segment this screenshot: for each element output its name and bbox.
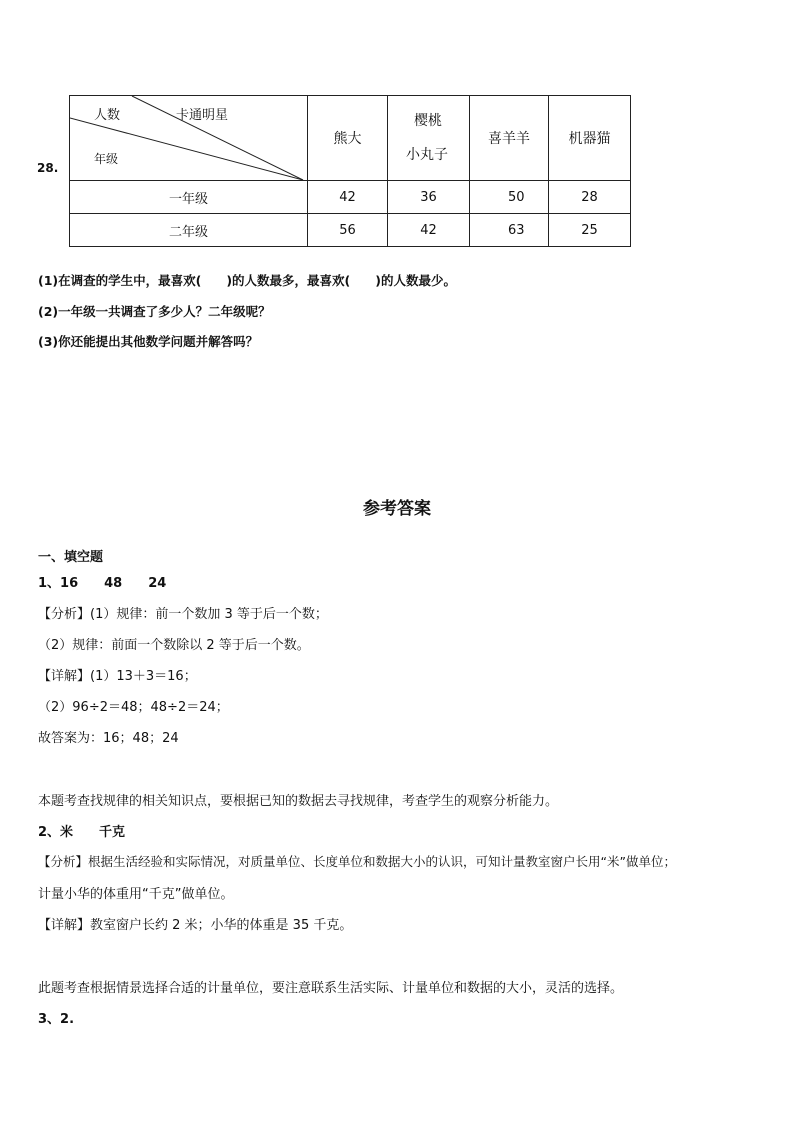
table-cell: 50 <box>470 181 549 214</box>
answer-line: 3、2. <box>38 1012 75 1027</box>
table-cell: 36 <box>388 181 470 214</box>
column-header-label: 机器猫 <box>568 131 611 147</box>
section-heading: 一、填空题 <box>38 550 104 565</box>
header-people-label: 人数 <box>94 108 121 123</box>
column-header <box>470 96 549 181</box>
column-header <box>388 96 470 181</box>
table-cell: 56 <box>308 214 388 247</box>
column-header-label: 喜羊羊 <box>488 131 530 147</box>
answer-line: 本题考查找规律的相关知识点，要根据已知的数据去寻找规律，考查学生的观察分析能力。 <box>38 794 559 809</box>
table-row <box>70 181 631 214</box>
column-header <box>308 96 388 181</box>
column-header-label: 樱桃 <box>414 113 442 129</box>
answers-title: 参考答案 <box>363 499 431 519</box>
column-header-label: 熊大 <box>333 131 362 147</box>
diagonal-header-cell <box>70 96 308 181</box>
question-number: 28. <box>37 161 59 175</box>
answer-line: 故答案为：16；48；24 <box>38 731 179 746</box>
answer-line: （2）96÷2＝48；48÷2＝24； <box>38 700 229 715</box>
answer-line: 【详解】(1）13＋3＝16； <box>38 669 197 684</box>
column-header <box>549 96 631 181</box>
survey-table <box>69 95 631 247</box>
answer-line: （2）规律：前面一个数除以 2 等于后一个数。 <box>38 638 310 653</box>
row-label: 一年级 <box>70 181 308 214</box>
sub-question-3: (3)你还能提出其他数学问题并解答吗？ <box>38 334 259 349</box>
table-cell: 42 <box>308 181 388 214</box>
answer-line: 【详解】教室窗户长约 2 米；小华的体重是 35 千克。 <box>38 918 353 933</box>
table-row <box>70 214 631 247</box>
answer-line: 1、16 48 24 <box>38 576 167 591</box>
column-header-label: 小丸子 <box>406 147 448 163</box>
table-cell: 42 <box>388 214 470 247</box>
table-cell: 28 <box>549 181 631 214</box>
answer-line: 【分析】(1）规律：前一个数加 3 等于后一个数； <box>38 607 328 622</box>
header-cartoon-label: 卡通明星 <box>176 108 229 123</box>
answer-line: 【分析】根据生活经验和实际情况，对质量单位、长度单位和数据大小的认识，可知计量教室窗户长用“米”做单位； <box>38 854 676 869</box>
table-cell: 25 <box>549 214 631 247</box>
answer-line: 此题考查根据情景选择合适的计量单位，要注意联系生活实际、计量单位和数据的大小，灵活的选择。 <box>38 981 624 996</box>
table-cell: 63 <box>470 214 549 247</box>
table-header-row <box>70 96 631 181</box>
sub-question-2: (2)一年级一共调查了多少人？二年级呢？ <box>38 304 271 319</box>
row-label: 二年级 <box>70 214 308 247</box>
answer-line: 计量小华的体重用“千克”做单位。 <box>38 887 234 902</box>
sub-question-1: (1)在调查的学生中，最喜欢( )的人数最多，最喜欢( )的人数最少。 <box>38 273 456 288</box>
header-grade-label: 年级 <box>94 152 119 166</box>
answer-line: 2、米 千克 <box>38 825 126 840</box>
